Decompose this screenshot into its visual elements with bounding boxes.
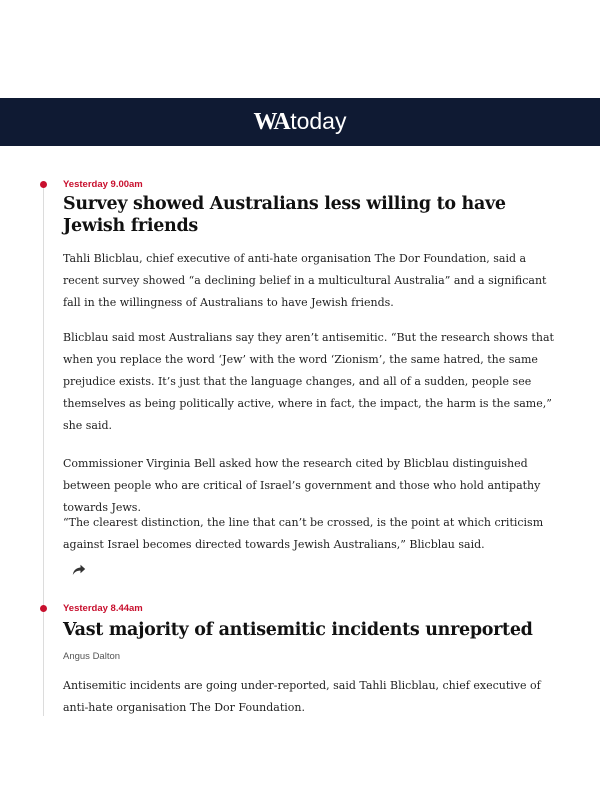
share-button[interactable] [68, 561, 90, 579]
entry-paragraph: Antisemitic incidents are going under-reported, said Tahli Blicblau, chief executive of anti-hate organisation The Dor Foundation. [63, 679, 541, 714]
entry-byline[interactable]: Angus Dalton [63, 651, 121, 662]
timeline-dot [40, 181, 47, 188]
entry-paragraph: Tahli Blicblau, chief executive of anti-hate organisation The Dor Foundation, said a recent survey showed “a declining belief in a multicultural Australia” and a significant fall in the willingness of Australians to have Jewish friends. [63, 252, 547, 309]
entry-paragraph: “The clearest distinction, the line that can’t be crossed, is the point at which criticism against Israel becomes directed towards Jewish Australians,” Blicblau said. [63, 516, 544, 551]
site-header [0, 98, 600, 146]
entry-headline[interactable]: Vast majority of antisemitic incidents unreported [63, 620, 533, 640]
share-arrow-icon [72, 561, 86, 580]
watoday-logo[interactable] [254, 108, 347, 136]
logo-today-text: today [290, 108, 347, 134]
entry-timestamp: Yesterday 9.00am [63, 179, 143, 190]
entry-headline[interactable]: Survey showed Australians less willing to have Jewish friends [63, 194, 506, 236]
entry-paragraph: Blicblau said most Australians say they aren’t antisemitic. “But the research shows that when you replace the word ‘Jew’ with the word ‘Zionism’, the same hatred, the same prejudice exists. It’s just that the language changes, and all of a sudden, people see themselves as being politically active, where in fact, the impact, the harm is the same,” she said. [63, 331, 554, 432]
timeline-dot [40, 605, 47, 612]
entry-paragraph: Commissioner Virginia Bell asked how the research cited by Blicblau distinguished between people who are critical of Israel’s government and those who hold antipathy towards Jews. [63, 457, 541, 514]
timeline-line [43, 186, 44, 716]
entry-timestamp: Yesterday 8.44am [63, 603, 143, 614]
logo-wa-text: WA [253, 109, 290, 135]
